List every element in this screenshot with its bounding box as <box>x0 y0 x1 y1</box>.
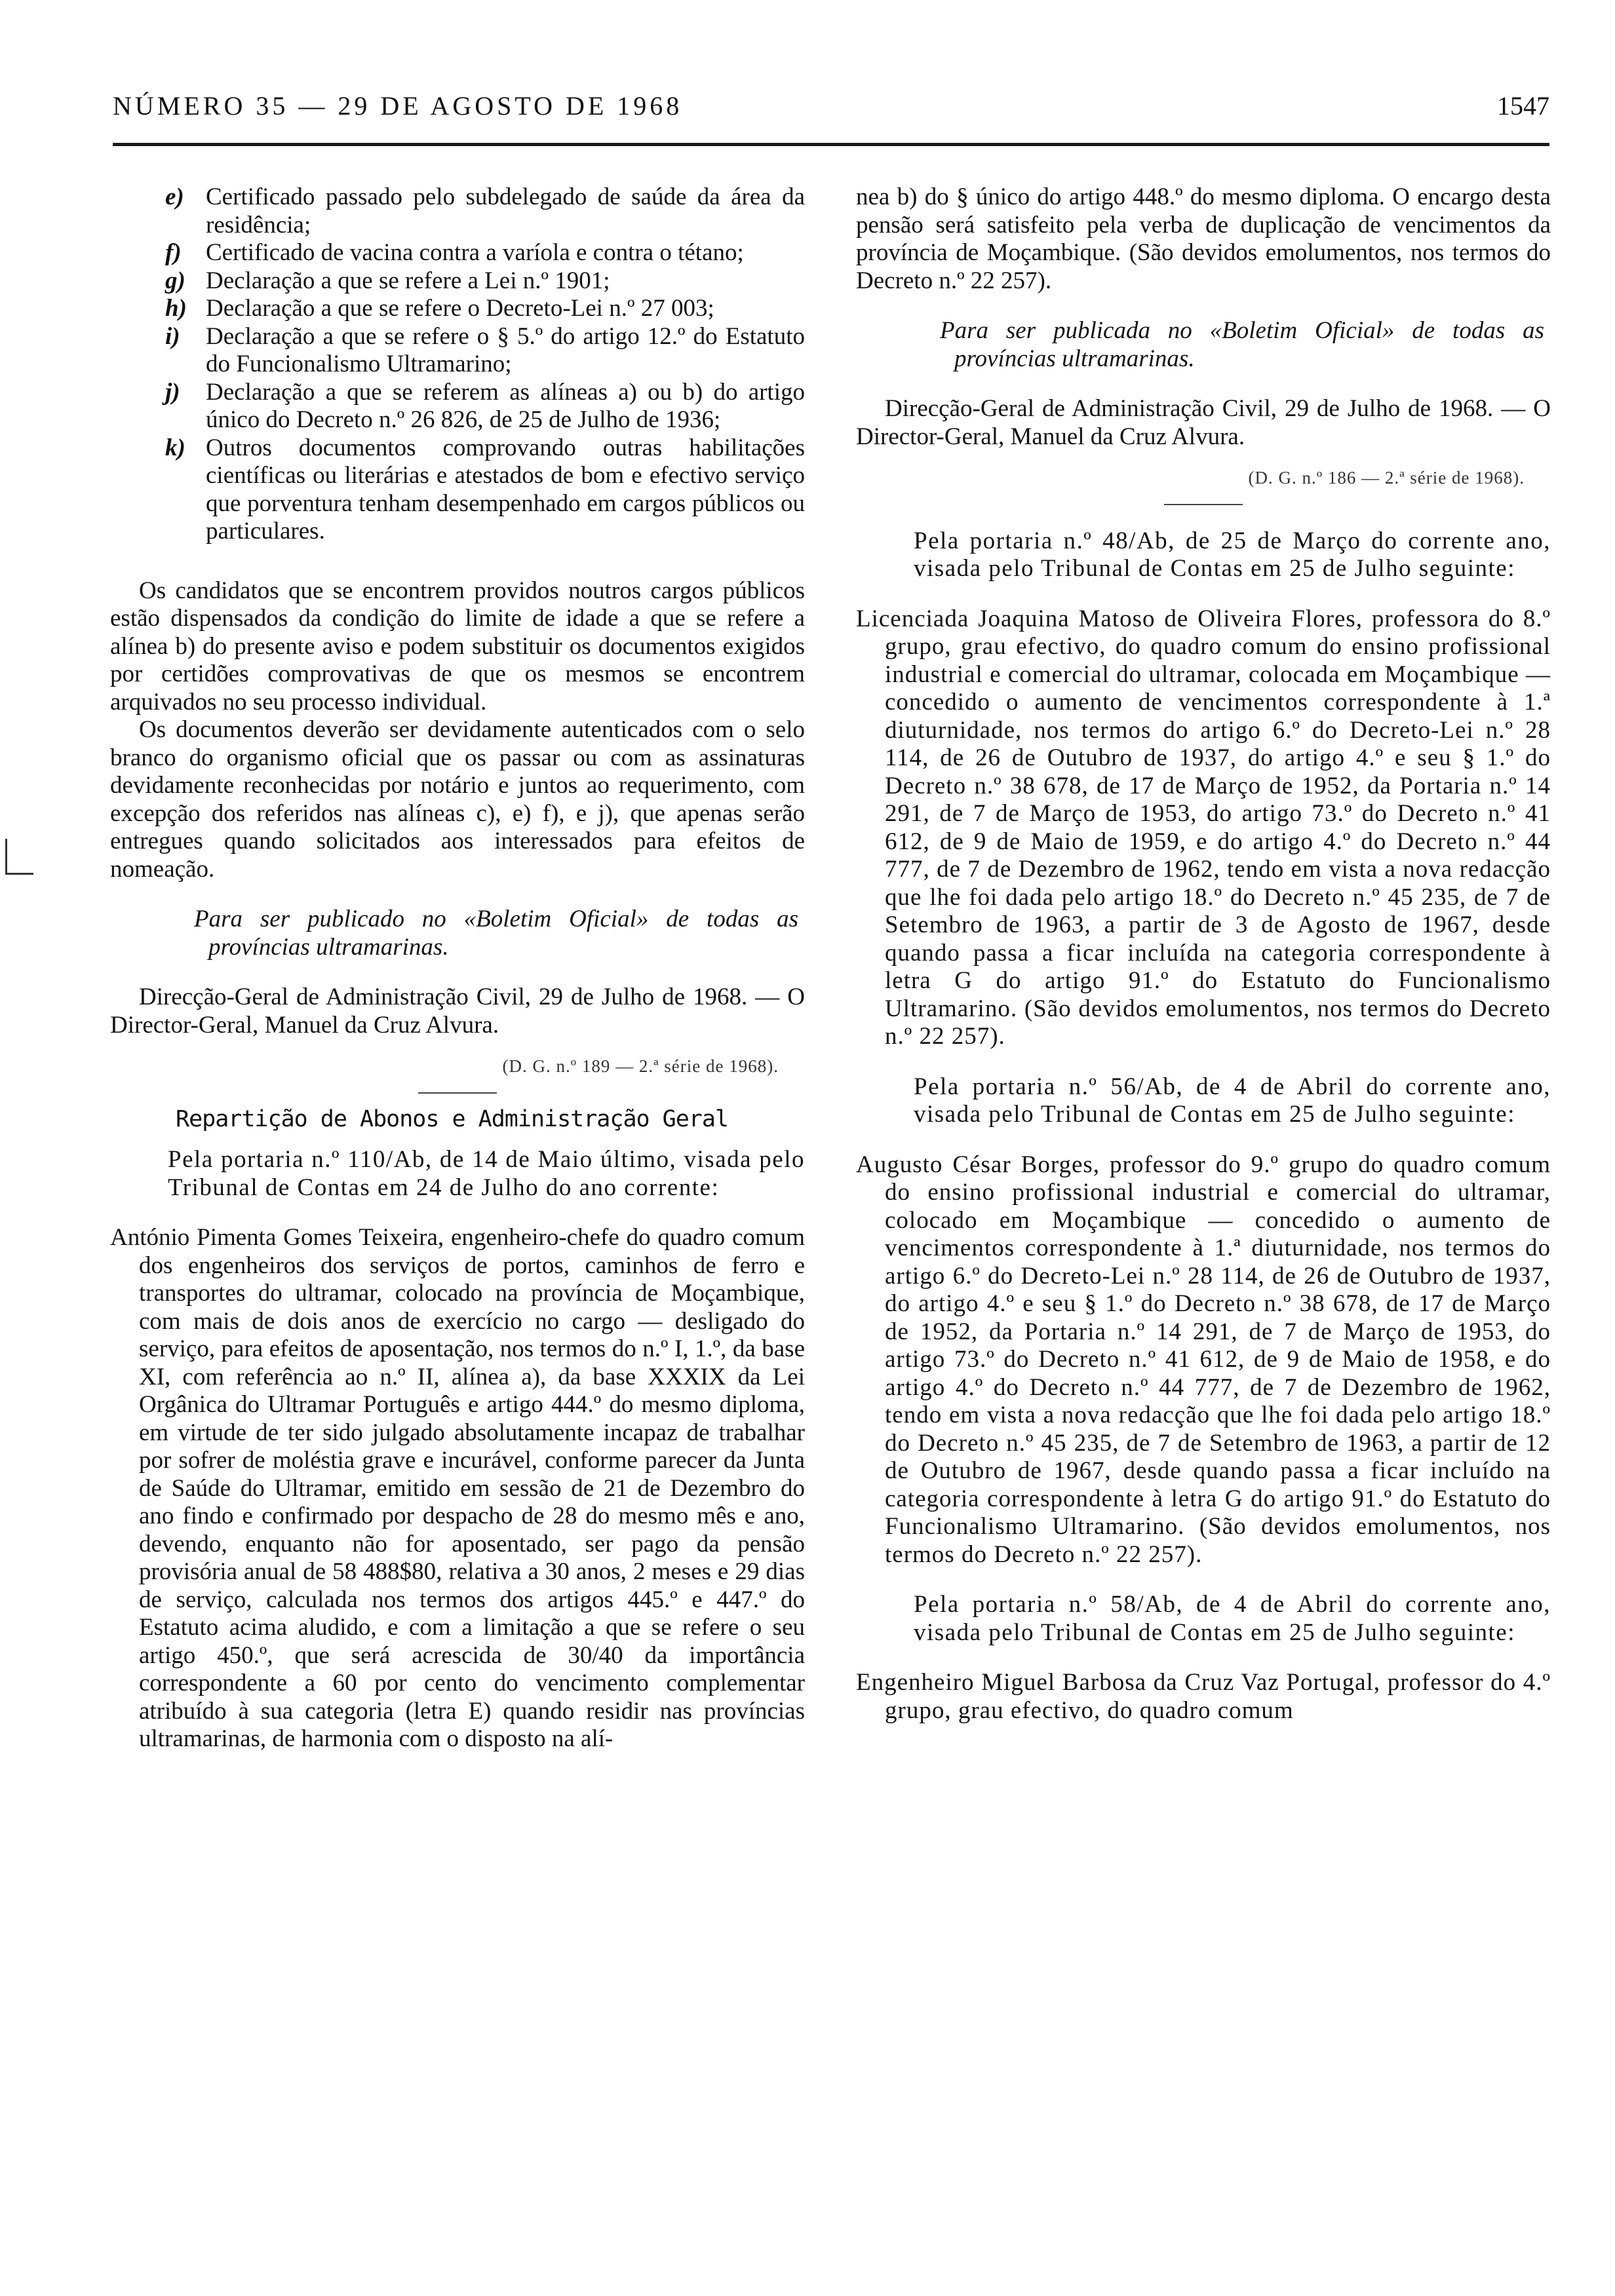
list-item <box>165 379 805 434</box>
list-item-text: Declaração a que se refere o § 5.º do artigo 12.º do Estatuto do Funcionalismo Ultramarino; <box>206 322 805 377</box>
page-number: 1547 <box>1497 91 1549 121</box>
portaria-heading: Pela portaria n.º 56/Ab, de 4 de Abril do corrente ano, visada pelo Tribunal de Contas em 25 de Julho seguinte: <box>914 1073 1551 1128</box>
list-item <box>165 323 805 379</box>
portaria-body: Licenciada Joaquina Matoso de Oliveira Flores, professora do 8.º grupo, grau efectivo, do quadro comum do ensino profissional industrial e comercial do ultramar, colocada em Moçambique — concedido o aumento de vencimentos correspondente à 1.ª diuturnidade, nos termos do artigo 6.º do Decreto-Lei n.º 28 114, de 26 de Outubro de 1937, do artigo 4.º e seu § 1.º do Decreto n.º 38 678, de 17 de Março de 1952, da Portaria n.º 14 291, de 7 de Março de 1953, do artigo 73.º do Decreto n.º 41 612, de 9 de Maio de 1959, e do artigo 4.º do Decreto n.º 44 777, de 7 de Dezembro de 1962, tendo em vista a nova redacção que lhe foi dada pelo artigo 18.º do Decreto n.º 45 235, de 7 de Setembro de 1963, a partir de 3 de Agosto de 1967, desde quando passa a ficar incluída na categoria correspondente à letra G do artigo 91.º do Estatuto do Funcionalismo Ultramarino. (São devidos emolumentos, nos termos do Decreto n.º 22 257). <box>856 605 1551 1050</box>
portaria-heading: Pela portaria n.º 48/Ab, de 25 de Março do corrente ano, visada pelo Tribunal de Contas em 25 de Julho seguinte: <box>914 527 1551 582</box>
list-item-label: i) <box>165 322 180 350</box>
section-heading: Repartição de Abonos e Administração Geral <box>176 1105 729 1132</box>
portaria-heading: Pela portaria n.º 58/Ab, de 4 de Abril do corrente ano, visada pelo Tribunal de Contas em 25 de Julho seguinte: <box>914 1591 1551 1646</box>
source-reference: (D. G. n.º 189 — 2.ª série de 1968). <box>502 1056 779 1076</box>
list-item-label: g) <box>165 267 185 294</box>
list-item-label: e) <box>165 183 184 210</box>
right-column <box>856 183 1551 1725</box>
list-item-text: Certificado de vacina contra a varíola e contra o tétano; <box>206 239 744 266</box>
publication-note: Para ser publicada no «Boletim Oficial» de todas as províncias ultramarinas. <box>940 317 1544 372</box>
margin-bracket-mark <box>5 839 33 875</box>
section-separator <box>1164 504 1243 505</box>
page-header <box>113 90 1549 143</box>
publication-note: Para ser publicado no «Boletim Oficial» de todas as províncias ultramarinas. <box>194 906 798 961</box>
list-item-text: Declaração a que se referem as alíneas a) ou b) do artigo único do Decreto n.º 26 826, de 25 de Julho de 1936; <box>206 378 805 433</box>
list-item-text: Outros documentos comprovando outras habilitações científicas ou literárias e atestados de bom e efectivo serviço que porventura tenham desempenhado em cargos públicos ou particulares. <box>206 434 805 545</box>
documents-paragraph: Os documentos deverão ser devidamente autenticados com o selo branco do organismo oficial que os passar ou com as assinaturas devidamente reconhecidas por notário e juntos ao requerimento, com excepção dos referidos nas alíneas c), e) f), e j), que apenas serão entregues quando solicitados aos interessados para efeitos de nomeação. <box>110 716 805 883</box>
list-item-label: k) <box>165 434 185 461</box>
signature-block: Direcção-Geral de Administração Civil, 29 de Julho de 1968. — O Director-Geral, Manuel da Cruz Alvura. <box>856 395 1551 450</box>
signature-block: Direcção-Geral de Administração Civil, 29 de Julho de 1968. — O Director-Geral, Manuel da Cruz Alvura. <box>110 984 805 1039</box>
left-column <box>110 183 805 1753</box>
list-item-label: h) <box>165 295 187 322</box>
portaria-heading: Pela portaria n.º 110/Ab, de 14 de Maio último, visada pelo Tribunal de Contas em 24 de Julho do ano corrente: <box>168 1146 805 1201</box>
list-item-text: Certificado passado pelo subdelegado de saúde da área da residência; <box>206 183 805 239</box>
portaria-body: Engenheiro Miguel Barbosa da Cruz Vaz Portugal, professor do 4.º grupo, grau efectivo, do quadro comum <box>856 1669 1551 1724</box>
issue-title: NÚMERO 35 — 29 DE AGOSTO DE 1968 <box>113 91 683 121</box>
section-separator <box>418 1092 497 1094</box>
list-item-label: f) <box>165 239 182 266</box>
source-reference: (D. G. n.º 186 — 2.ª série de 1968). <box>1248 468 1525 488</box>
header-divider <box>113 143 1549 146</box>
list-item <box>165 239 805 267</box>
list-item <box>165 295 805 323</box>
list-item <box>165 434 805 546</box>
portaria-body: Augusto César Borges, professor do 9.º grupo do quadro comum do ensino profissional industrial e comercial do ultramar, colocado em Moçambique — concedido o aumento de vencimentos correspondente à 1.ª diuturnidade, nos termos do artigo 6.º do Decreto-Lei n.º 28 114, de 26 de Outubro de 1937, do artigo 4.º e seu § 1.º do Decreto n.º 38 678, de 17 de Março de 1952, da Portaria n.º 14 291, de 7 de Março de 1953, do artigo 73.º do Decreto n.º 41 612, de 9 de Maio de 1958, e do artigo 4.º do Decreto n.º 44 777, de 7 de Dezembro de 1962, tendo em vista a nova redacção que lhe foi dada pelo artigo 18.º do Decreto n.º 45 235, de 7 de Setembro de 1963, a partir de 12 de Outubro de 1967, desde quando passa a ficar incluído na categoria correspondente à letra G do artigo 91.º do Estatuto do Funcionalismo Ultramarino. (São devidos emolumentos, nos termos do Decreto n.º 22 257). <box>856 1151 1551 1568</box>
portaria-body: António Pimenta Gomes Teixeira, engenheiro-chefe do quadro comum dos engenheiros dos serviços de portos, caminhos de ferro e transportes do ultramar, colocado na província de Moçambique, com mais de dois anos de exercício no cargo — desligado do serviço, para efeitos de aposentação, nos termos do n.º I, 1.º, da base XI, com referência ao n.º II, alínea a), da base XXXIX da Lei Orgânica do Ultramar Português e artigo 444.º do mesmo diploma, em virtude de ter sido julgado absolutamente incapaz de trabalhar por sofrer de moléstia grave e incurável, conforme parecer da Junta de Saúde do Ultramar, emitido em sessão de 21 de Dezembro do ano findo e confirmado por despacho de 28 do mesmo mês e ano, devendo, enquanto não for aposentado, ser pago da pensão provisória anual de 58 488$80, relativa a 30 anos, 2 meses e 29 dias de serviço, calculada nos termos dos artigos 445.º e 447.º do Estatuto acima aludido, e com a limitação a que se refere o seu artigo 450.º, que será acrescida de 30/40 da importância correspondente a 60 por cento do vencimento complementar atribuído à sua categoria (letra E) quando residir nas províncias ultramarinas, de harmonia com o disposto na alí- <box>110 1224 805 1752</box>
list-item-label: j) <box>165 378 180 406</box>
candidates-paragraph: Os candidatos que se encontrem providos noutros cargos públicos estão dispensados da condição do limite de idade a que se refere a alínea b) do presente aviso e podem substituir os documentos exigidos por certidões comprovativas de que os mesmos se encontrem arquivados no seu processo individual. <box>110 577 805 716</box>
list-item <box>165 267 805 296</box>
continued-paragraph: nea b) do § único do artigo 448.º do mesmo diploma. O encargo desta pensão será satisfeito pela verba de duplicação de vencimentos da província de Moçambique. (São devidos emolumentos, nos termos do Decreto n.º 22 257). <box>856 183 1551 294</box>
list-item-text: Declaração a que se refere o Decreto-Lei n.º 27 003; <box>206 295 714 322</box>
document-requirements-list <box>110 183 805 546</box>
list-item <box>165 183 805 239</box>
list-item-text: Declaração a que se refere a Lei n.º 1901; <box>206 267 610 294</box>
